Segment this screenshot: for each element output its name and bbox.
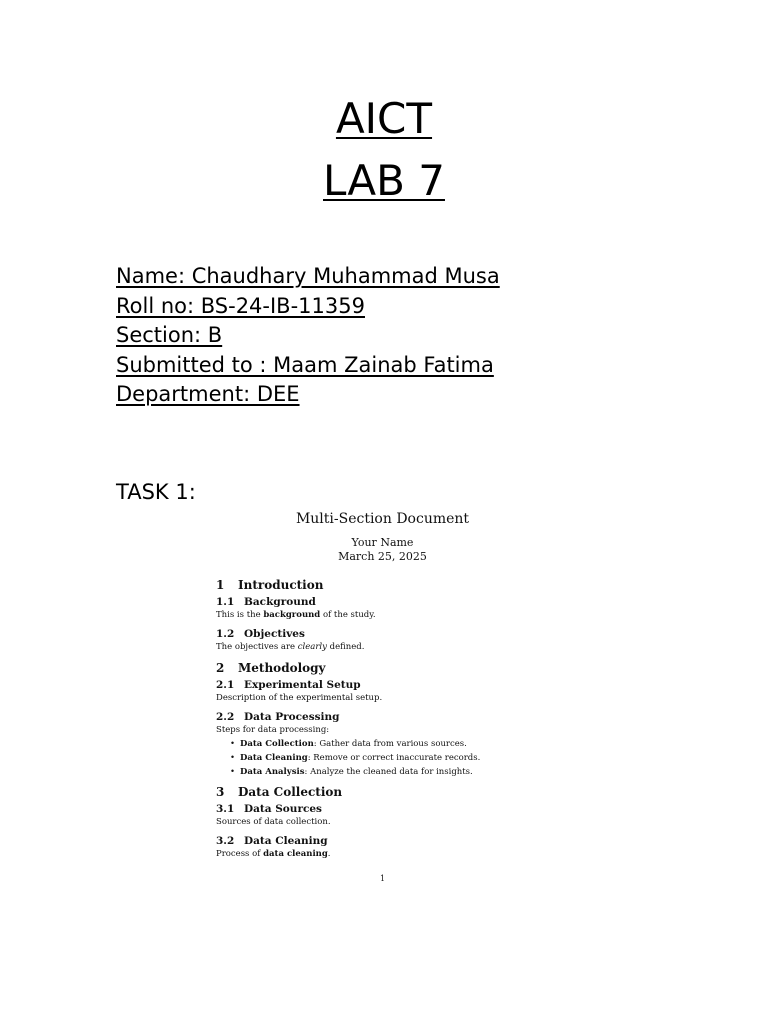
list-item: • Data Collection: Gather data from various sources. bbox=[230, 739, 467, 749]
section-heading: 3 Data Collection bbox=[216, 785, 343, 799]
subsection-heading: 2.1 Experimental Setup bbox=[216, 679, 361, 691]
subsection-heading: 1.1 Background bbox=[216, 596, 316, 608]
page-number: 1 bbox=[379, 874, 386, 883]
paragraph: Description of the experimental setup. bbox=[216, 693, 383, 703]
list-item: • Data Cleaning: Remove or correct inaccurate records. bbox=[230, 753, 481, 763]
latex-doc-title: Multi-Section Document bbox=[295, 511, 470, 527]
latex-doc-date: March 25, 2025 bbox=[338, 550, 427, 563]
student-name: Name: Chaudhary Muhammad Musa bbox=[116, 264, 500, 288]
subsection-heading: 1.2 Objectives bbox=[216, 628, 305, 640]
student-info-block bbox=[116, 262, 500, 410]
department: Department: DEE bbox=[116, 382, 300, 406]
subsection-heading: 2.2 Data Processing bbox=[216, 711, 340, 723]
subsection-heading: 3.2 Data Cleaning bbox=[216, 835, 328, 847]
paragraph: Steps for data processing: bbox=[216, 725, 330, 735]
paragraph: Sources of data collection. bbox=[216, 817, 331, 827]
latex-output-screenshot bbox=[210, 508, 570, 888]
paragraph: This is the background of the study. bbox=[216, 610, 376, 620]
paragraph: The objectives are clearly defined. bbox=[216, 642, 365, 652]
section-heading: 2 Methodology bbox=[216, 661, 326, 675]
subsection-heading: 3.1 Data Sources bbox=[216, 803, 322, 815]
latex-doc-author: Your Name bbox=[351, 536, 414, 549]
submitted-to: Submitted to : Maam Zainab Fatima bbox=[116, 352, 494, 377]
roll-number: Roll no: BS-24-IB-11359 bbox=[116, 293, 365, 318]
list-item: • Data Analysis: Analyze the cleaned data for insights. bbox=[230, 767, 473, 777]
section: Section: B bbox=[116, 323, 223, 347]
document-title-lab: LAB 7 bbox=[323, 156, 445, 205]
paragraph: Process of data cleaning. bbox=[216, 849, 331, 859]
task-label: TASK 1: bbox=[116, 480, 196, 504]
section-heading: 1 Introduction bbox=[216, 578, 324, 592]
document-title-aict: AICT bbox=[335, 94, 433, 143]
